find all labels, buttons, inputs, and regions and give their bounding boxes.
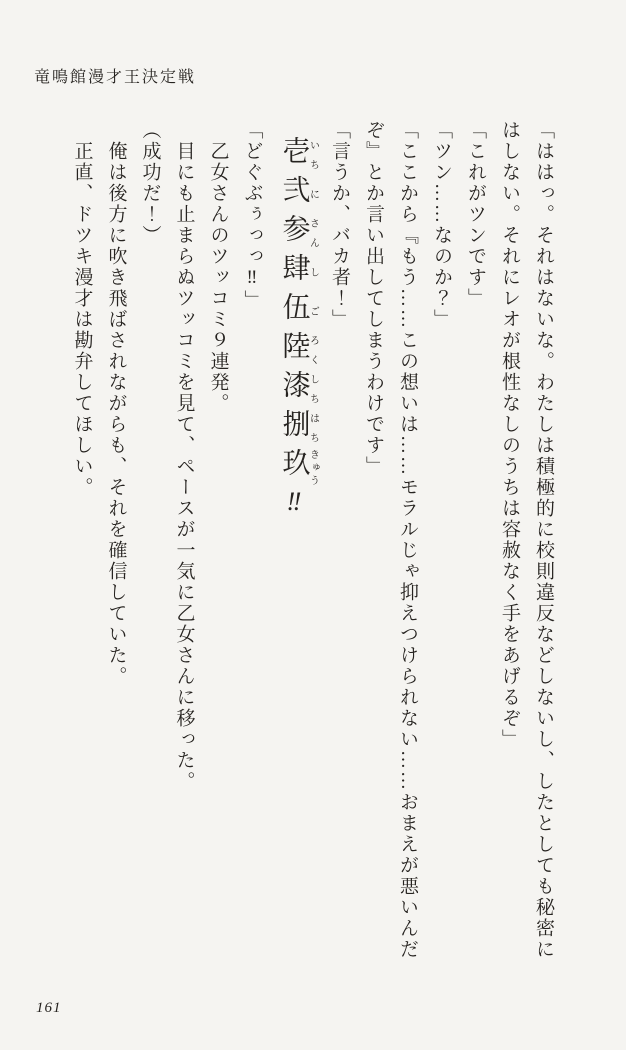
dialogue-line-dogubu: 「どぐぶぅっっ‼」 — [241, 120, 263, 311]
counting-line — [273, 120, 319, 962]
furigana: いち — [307, 136, 319, 175]
dialogue-line-kokokara: 「ここから『もう……この想いは……モラルじゃ抑えつけられない……おまえが悪いんだぞ』とか言い出してしまうわけです」 — [363, 120, 418, 960]
dialogue-line-kore-ga-tsun: 「これがツンです」 — [465, 120, 486, 309]
running-header: 竜鳴館漫才王決定戦 — [34, 69, 197, 86]
narrative-line-ore-wa-kouhou: 俺は後方に吹き飛ばされながらも、それを確信していた。 — [105, 141, 127, 687]
counted-numeral: 参さん — [278, 214, 319, 253]
counted-numeral: 捌はち — [278, 409, 319, 448]
counted-numeral: 伍ご — [278, 292, 319, 331]
furigana: きゅう — [307, 448, 319, 487]
counting-suffix: ‼ — [279, 487, 309, 527]
furigana: はち — [307, 409, 319, 448]
narrative-line-shoujiki: 正直、ドツキ漫才は勘弁してほしい。 — [71, 141, 93, 498]
furigana: さん — [307, 214, 319, 253]
monologue-line-seikou-da: （成功だ！） — [139, 120, 161, 246]
furigana: に — [307, 175, 319, 214]
counted-numeral: 漆しち — [278, 370, 319, 409]
narrative-line-tsukkomi-9-renpatsu: 乙女さんのツッコミ９連発。 — [207, 141, 229, 414]
furigana: ご — [307, 292, 319, 331]
dialogue-line-iuka-bakamono: 「言うか、バカ者！」 — [329, 120, 350, 330]
counted-numeral: 玖きゅう — [278, 448, 319, 487]
narrative-line-me-nimo-tomaranu: 目にも止まらぬツッコミを見て、ペースが一気に乙女さんに移った。 — [173, 141, 195, 792]
furigana: ろく — [307, 331, 319, 370]
main-text-block — [24, 120, 560, 962]
dialogue-line-tsun-nanoka: 「ツン……なのか？」 — [431, 120, 452, 330]
page-number: 161 — [36, 1000, 62, 1016]
furigana: しち — [307, 370, 319, 409]
counted-numeral: 壱いち — [278, 136, 319, 175]
furigana: し — [307, 253, 319, 292]
counted-numeral: 肆し — [278, 253, 319, 292]
counted-numeral: 弐に — [278, 175, 319, 214]
counted-numeral: 陸ろく — [278, 331, 319, 370]
dialogue-line-hahaha: 「ははっ。それはないな。わたしは積極的に校則違反などしないし、したとしても秘密にはしない。それにレオが根性なしのうちは容赦なく手をあげるぞ」 — [499, 120, 554, 960]
